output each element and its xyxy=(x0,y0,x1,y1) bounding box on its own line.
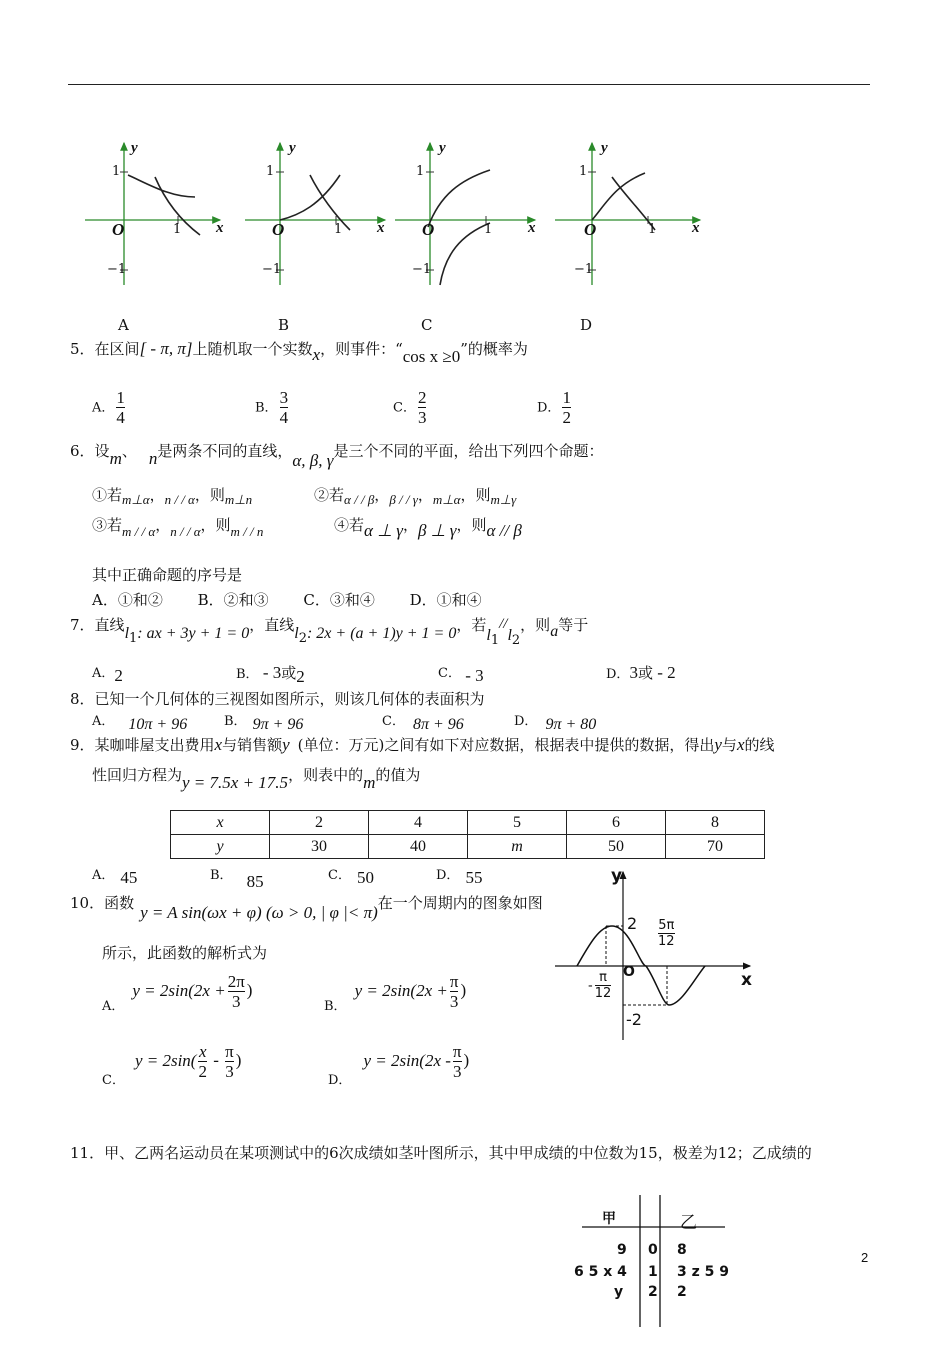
graph-d-caption: D xyxy=(580,316,593,334)
q10-graph-left-tick: - $\frac{\pi}{12}$ xyxy=(588,970,612,1001)
graph-b-x-label: x xyxy=(377,220,385,236)
stem-leaf-right-row-1: 8 xyxy=(677,1242,687,1258)
q10-sine-graph xyxy=(555,868,765,1043)
graph-a-tick-neg1: −1 xyxy=(107,262,127,277)
q5-option-a[interactable]: A． $\frac{1}{4}$ xyxy=(92,388,125,427)
question-11-stem: 11．甲、乙两名运动员在某项测试中的6次成绩如茎叶图所示，其中甲成绩的中位数为15，极差为12；乙成绩的 xyxy=(70,1144,812,1162)
graph-d-tick-neg1: −1 xyxy=(574,262,594,277)
graph-b-origin: O xyxy=(272,220,285,239)
q7-option-a[interactable]: A．2 xyxy=(92,666,123,685)
q7-option-c[interactable]: C． - 3 xyxy=(438,666,484,685)
question-9-stem-line1: 9．某咖啡屋支出费用x与销售额y (单位：万元)之间有如下对应数据，根据表中提供的数据，得出y与x的线 xyxy=(70,735,775,754)
q10-graph-origin: O xyxy=(623,964,635,980)
q8-option-d[interactable]: D． 9π + 80 xyxy=(514,714,597,733)
q10-option-c[interactable]: C．y = 2sin( $\frac{x}{2}$ - $\frac{\pi}{3}$ ) xyxy=(102,1042,242,1088)
q10-graph-min-label: -2 xyxy=(626,1010,642,1029)
q10-option-d[interactable]: D．y = 2sin(2x - $\frac{\pi}{3}$ ) xyxy=(328,1042,470,1088)
graph-c-tick-x1: 1 xyxy=(484,222,493,237)
graph-a-caption: A xyxy=(118,316,129,334)
q6-options[interactable]: A．①和② B．②和③ C．③和④ D．①和④ xyxy=(92,591,482,609)
q7-option-b[interactable]: B． - 3或2 xyxy=(236,663,305,686)
question-6-stem: 6．设m、 n是两条不同的直线，α, β, γ是三个不同的平面，给出下列四个命题： xyxy=(70,442,604,470)
table-row xyxy=(171,811,765,835)
graph-a-tick-x1: 1 xyxy=(173,222,182,237)
q9-option-b[interactable]: B． 85 xyxy=(210,868,264,891)
table-cell: m xyxy=(468,835,567,859)
q9-option-c[interactable]: C． 50 xyxy=(328,868,374,887)
graph-a-origin: O xyxy=(112,220,125,239)
q6-proposition-2: ②若α / / β，β / / γ，m⊥α，则m⊥γ xyxy=(314,486,517,507)
graph-b-tick-neg1: −1 xyxy=(262,262,282,277)
graph-b-tick-x1: 1 xyxy=(334,222,343,237)
stem-leaf-left-row-3: y xyxy=(614,1284,624,1300)
graph-c-caption: C xyxy=(421,316,433,334)
table-cell: 30 xyxy=(270,835,369,859)
stem-leaf-stem-row-3: 2 xyxy=(648,1284,658,1300)
q6-proposition-4: ④若α ⊥ γ，β ⊥ γ，则α // β xyxy=(334,516,522,540)
graph-c-tick-1: 1 xyxy=(416,164,425,179)
function-graphs xyxy=(80,135,720,300)
q5-option-b[interactable]: B． $\frac{3}{4}$ xyxy=(255,388,289,427)
graph-b-y-label: y xyxy=(289,140,296,156)
q6-proposition-3: ③若m / / α，n / / α，则m / / n xyxy=(92,516,264,539)
table-cell: 70 xyxy=(666,835,765,859)
graph-a-tick-1: 1 xyxy=(112,164,121,179)
q6-proposition-1: ①若m⊥α，n / / α，则m⊥n xyxy=(92,486,253,507)
graph-b-tick-1: 1 xyxy=(266,164,275,179)
stem-leaf-left-row-2: 6 5 x 4 xyxy=(574,1264,627,1280)
q6-question: 其中正确命题的序号是 xyxy=(92,566,243,584)
q10-option-b[interactable]: B．y = 2sin(2x + $\frac{\pi}{3}$ ) xyxy=(324,972,467,1014)
question-7-stem: 7．直线$l_1$: ax + 3y + 1 = 0，直线$l_2$: 2x + (a + 1)y + 1 = 0，若$l_1//l_2$，则a等于 xyxy=(70,616,589,648)
question-10-stem: 10．函数 y = A sin(ωx + φ) (ω > 0, | φ |< π)在一个周期内的图象如图 xyxy=(70,894,543,922)
graph-d-origin: O xyxy=(584,220,597,239)
graph-a-y-label: y xyxy=(131,140,138,156)
q10-option-a[interactable]: A．y = 2sin(2x + $\frac{2\pi}{3}$ ) xyxy=(102,972,253,1014)
question-5-stem: 5．在区间[ - π, π]上随机取一个实数x，则事件：“cos x ≥0”的概率为 xyxy=(70,339,528,366)
stem-leaf-header-left: 甲 xyxy=(602,1211,616,1227)
stem-leaf-header-right: 乙 xyxy=(680,1213,697,1233)
question-9-stem-line2: 性回归方程为y = 7.5x + 17.5，则表中的m的值为 xyxy=(92,766,421,792)
graph-a-x-label: x xyxy=(216,220,224,236)
table-cell: 40 xyxy=(369,835,468,859)
q10-graph-max-label: 2 xyxy=(627,914,638,933)
q9-option-d[interactable]: D． 55 xyxy=(436,868,483,887)
stem-leaf-stem-row-1: 0 xyxy=(648,1242,658,1258)
q9-data-table xyxy=(170,810,765,859)
graph-d-tick-x1: 1 xyxy=(648,222,657,237)
stem-leaf-right-row-3: 2 xyxy=(677,1284,687,1300)
graph-c-x-label: x xyxy=(528,220,536,236)
graph-a xyxy=(85,143,220,285)
graph-c-y-label: y xyxy=(439,140,446,156)
graph-c-origin: O xyxy=(422,220,435,239)
page-number: 2 xyxy=(861,1250,869,1265)
graph-d-y-label: y xyxy=(601,140,608,156)
q10-graph-right-tick: $\frac{5\pi}{12}$ xyxy=(658,918,675,949)
graph-b-caption: B xyxy=(278,316,290,334)
table-cell: 4 xyxy=(369,811,468,835)
table-cell: 2 xyxy=(270,811,369,835)
table-header-y: y xyxy=(171,835,270,859)
graph-d-x-label: x xyxy=(692,220,700,236)
question-8-stem: 8．已知一个几何体的三视图如图所示，则该几何体的表面积为 xyxy=(70,690,485,708)
table-row xyxy=(171,835,765,859)
table-cell: 5 xyxy=(468,811,567,835)
stem-leaf-right-row-2: 3 z 5 9 xyxy=(677,1264,729,1280)
stem-leaf-left-row-1: 9 xyxy=(617,1242,627,1258)
q5-option-d[interactable]: D． $\frac{1}{2}$ xyxy=(537,388,571,427)
table-header-x: x xyxy=(171,811,270,835)
q8-option-c[interactable]: C． 8π + 96 xyxy=(382,714,464,733)
q10-graph-x-label: x xyxy=(741,970,752,990)
table-cell: 6 xyxy=(567,811,666,835)
q10-graph-y-label: y xyxy=(611,866,623,886)
stem-leaf-stem-row-2: 1 xyxy=(648,1264,658,1280)
q8-option-b[interactable]: B． 9π + 96 xyxy=(224,714,304,733)
q8-option-a[interactable]: A． 10π + 96 xyxy=(92,714,188,733)
q9-option-a[interactable]: A． 45 xyxy=(92,868,138,887)
graph-d-tick-1: 1 xyxy=(579,164,588,179)
table-cell: 8 xyxy=(666,811,765,835)
q5-option-c[interactable]: C． $\frac{2}{3}$ xyxy=(393,388,427,427)
q7-option-d[interactable]: D．3或 - 2 xyxy=(606,663,676,682)
header-rule xyxy=(68,84,870,85)
table-cell: 50 xyxy=(567,835,666,859)
question-10-stem-cont: 所示，此函数的解析式为 xyxy=(102,944,268,962)
graph-c-tick-neg1: −1 xyxy=(412,262,432,277)
